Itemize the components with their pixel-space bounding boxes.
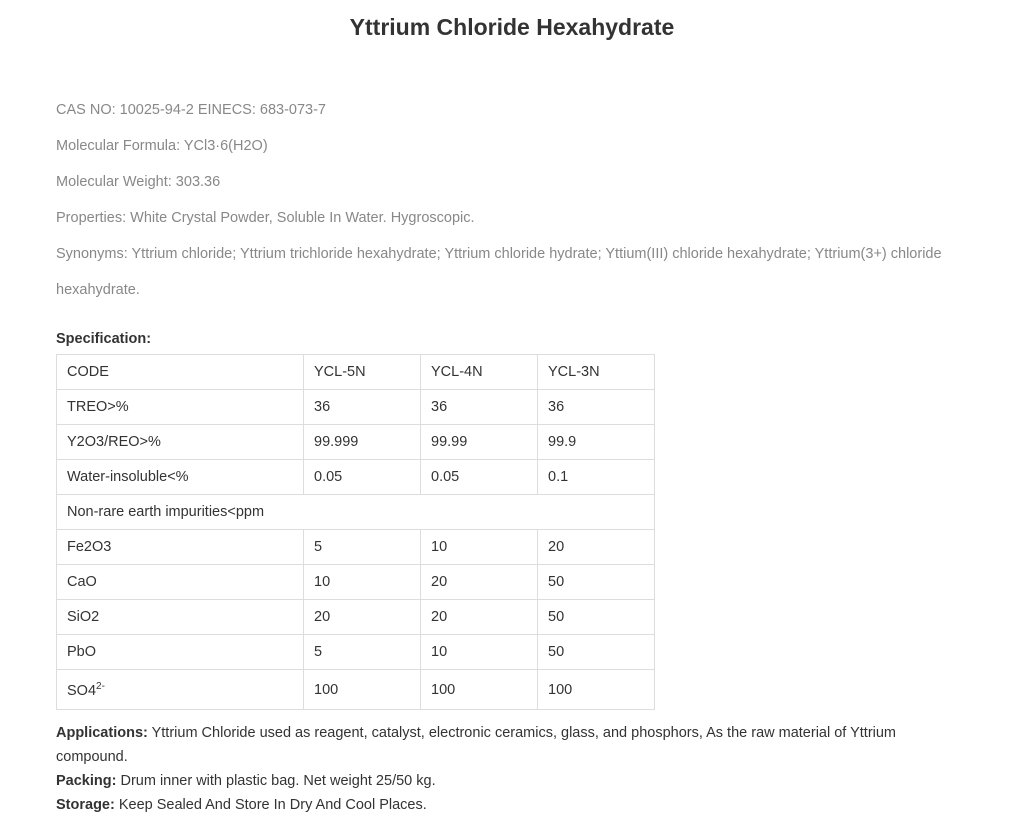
table-row [57, 670, 655, 710]
properties-block [56, 92, 956, 308]
impurities-section-heading: Non-rare earth impurities<ppm [57, 495, 655, 530]
table-cell: YCL-3N [538, 355, 655, 390]
storage-label: Storage: [56, 797, 115, 813]
table-row [57, 565, 655, 600]
packing-note [56, 769, 966, 793]
packing-text: Drum inner with plastic bag. Net weight 25/50 kg. [116, 773, 436, 789]
table-cell: 5 [304, 530, 421, 565]
table-cell: CODE [57, 355, 304, 390]
packing-label: Packing: [56, 773, 117, 789]
cas-number: CAS NO: 10025-94-2 EINECS: 683-073-7 [56, 102, 326, 118]
table-cell: 10 [421, 635, 538, 670]
applications-text: Yttrium Chloride used as reagent, catalyst, electronic ceramics, glass, and phosphors, As the raw material of Yttrium compound. [56, 725, 897, 765]
table-cell: 10 [304, 565, 421, 600]
table-cell: 99.9 [538, 425, 655, 460]
table-cell: CaO [57, 565, 304, 600]
table-cell: 20 [304, 600, 421, 635]
applications-note [56, 721, 966, 769]
properties-text: Properties: White Crystal Powder, Soluble In Water. Hygroscopic. [56, 210, 475, 226]
table-cell: 20 [421, 600, 538, 635]
so4-charge: 2- [96, 680, 105, 692]
table-cell: 50 [538, 635, 655, 670]
table-section-row [57, 495, 655, 530]
table-cell: Y2O3/REO>% [57, 425, 304, 460]
table-cell: SiO2 [57, 600, 304, 635]
table-cell: 100 [538, 670, 655, 710]
molecular-weight: Molecular Weight: 303.36 [56, 174, 221, 190]
table-cell: YCL-4N [421, 355, 538, 390]
table-cell: PbO [57, 635, 304, 670]
specification-label: Specification: [56, 331, 152, 347]
table-cell: 100 [421, 670, 538, 710]
notes-block [56, 721, 966, 817]
table-row [57, 425, 655, 460]
table-row [57, 460, 655, 495]
specification-table [56, 354, 655, 710]
table-cell: 20 [538, 530, 655, 565]
table-cell: 50 [538, 600, 655, 635]
synonyms-text: Synonyms: Yttrium chloride; Yttrium trichloride hexahydrate; Yttrium chloride hydrate; Yttium(III) chloride hexahydrate; Yttrium(3+) chloride hexahydrate. [56, 246, 942, 298]
so4-base: SO4 [67, 682, 97, 699]
table-row [57, 600, 655, 635]
table-cell: 20 [421, 565, 538, 600]
table-header-row [57, 355, 655, 390]
table-cell: TREO>% [57, 390, 304, 425]
table-cell: 100 [304, 670, 421, 710]
page-title: Yttrium Chloride Hexahydrate [349, 14, 675, 40]
applications-label: Applications: [56, 725, 148, 741]
table-cell: 0.1 [538, 460, 655, 495]
table-cell: YCL-5N [304, 355, 421, 390]
table-cell: 0.05 [421, 460, 538, 495]
table-cell: 36 [304, 390, 421, 425]
table-cell: 0.05 [304, 460, 421, 495]
table-row [57, 635, 655, 670]
molecular-formula: Molecular Formula: YCl3·6(H2O) [56, 138, 268, 154]
table-cell: Fe2O3 [57, 530, 304, 565]
table-cell: 5 [304, 635, 421, 670]
table-cell [57, 670, 304, 710]
storage-note [56, 793, 966, 817]
storage-text: Keep Sealed And Store In Dry And Cool Places. [114, 797, 427, 813]
table-cell: 10 [421, 530, 538, 565]
table-cell: 99.999 [304, 425, 421, 460]
table-row [57, 530, 655, 565]
table-cell: 99.99 [421, 425, 538, 460]
table-cell: 36 [538, 390, 655, 425]
table-row [57, 390, 655, 425]
table-cell: 50 [538, 565, 655, 600]
table-cell: 36 [421, 390, 538, 425]
table-cell: Water-insoluble<% [57, 460, 304, 495]
